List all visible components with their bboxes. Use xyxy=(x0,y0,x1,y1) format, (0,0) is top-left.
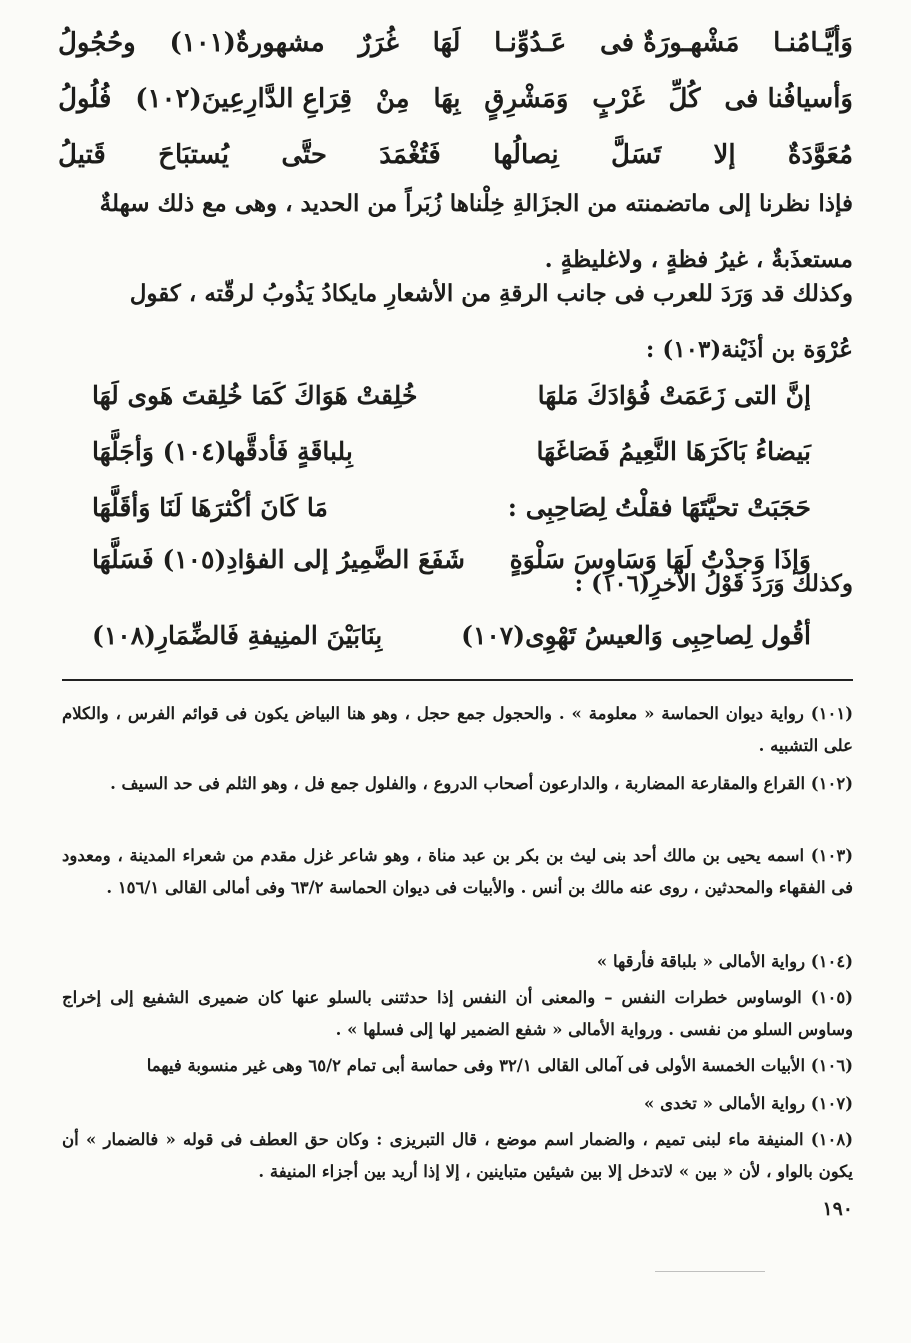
footnote: (١٠٦) الأبيات الخمسة الأولى فى آمالى القالى ٣٢/١ وفى حماسة أبى تمام ٦٥/٢ وهى غير منسوبة فيهما xyxy=(146,1056,853,1075)
page-number: ١٩٠ xyxy=(822,1198,853,1220)
poem-word: حتَّى xyxy=(281,140,327,170)
verse xyxy=(92,464,811,522)
poem-word: فَتُغْمَدَ xyxy=(379,140,441,170)
poem-word: لَهَا xyxy=(432,28,461,58)
verse-second-half: بِنَابَيْنَ المنِيفةِ فَالضِّمَارِ(١٠٨) xyxy=(92,621,383,650)
poem-word: قِرَاعِ الدَّارِعِينَ(١٠٢) xyxy=(135,84,353,114)
verse xyxy=(92,592,811,650)
paragraph-line: وكذلك وَرَدَ قَوْلُ الآخرِ(١٠٦) : xyxy=(574,570,853,597)
footnote: (١٠٥) الوساوس خطرات النفس – والمعنى أن النفس إذا حدثتنى بالسلو عنها كان ضميرى الشفيع إلى إخراج وساوس السلو من نفسى . ورواية الأمالى « شفع الضمير لها إلى فسلها » . xyxy=(62,988,853,1039)
verse xyxy=(92,408,811,466)
footnote: (١٠٣) اسمه يحيى بن مالك أحد بنى ليث بن بكر بن عبد مناة ، وهو شاعر غزل مقدم من شعراء المدينة ، ومعدود فى الفقهاء والمحدثين ، روى عنه مالك بن أنس . والأبيات فى ديوان الحماسة ٦٣/٢ وفى أمالى القالى ١٥٦/١ . xyxy=(62,846,853,897)
verse-second-half: مَا كَانَ أكْثرَهَا لَنَا وَأقَلَّهَا xyxy=(92,493,328,522)
poem-word: مِنْ xyxy=(375,84,410,114)
verse-second-half: خُلِقتْ هَوَاكَ كَمَا خُلِقتَ هَوى لَهَا xyxy=(92,381,418,410)
verse-first-half: أقُول لِصاحِبِى وَالعيسُ تَهْوِى(١٠٧) xyxy=(461,621,811,650)
poem-word: غُرَرٌ xyxy=(358,28,399,58)
verse xyxy=(92,352,811,410)
footnote: (١٠٢) القراع والمقارعة المضاربة ، والدارعون أصحاب الدروع ، والفلول جمع فل ، وهو الثلم فى حد السيف . xyxy=(110,774,853,793)
poem-word: قَتيلُ xyxy=(58,140,106,170)
poem-word: مُعَوَّدَةٌ xyxy=(787,140,853,170)
footnote: (١٠٤) رواية الأمالى « بلباقة فأرقها » xyxy=(596,952,853,971)
footnote: (١٠٧) رواية الأمالى « تخدى » xyxy=(644,1094,853,1113)
poem-line xyxy=(58,0,853,58)
verse-first-half: حَجَبَتْ تحيَّتَهَا فقلْتُ لِصَاحِبِى : xyxy=(507,493,811,522)
footnote: (١٠١) رواية ديوان الحماسة « معلومة » . والحجول جمع حجل ، وهو هنا البياض يكون فى قوائم الفرس ، والكلام على التشبيه . xyxy=(62,704,853,755)
poem-word: تَسَلَّ xyxy=(611,140,662,170)
poem-word: مَشْهـورَةٌ فى xyxy=(599,28,740,58)
paragraph-line: وكذلك قد وَرَدَ للعرب فى جانب الرقةِ من الأشعارِ مايكادُ يَذُوبُ لرقّته ، كقول xyxy=(129,280,853,307)
poem-word: وَمَشْرِقٍ xyxy=(484,84,569,114)
footnote-divider xyxy=(62,679,853,681)
verse-first-half: بَيضاءُ بَاكَرَهَا النَّعِيمُ فَصَاغَهَا xyxy=(536,437,811,466)
poem-word: كُلِّ xyxy=(668,84,701,114)
paragraph-line: مستعذَبةٌ ، غيرُ فظةٍ ، ولاغليظةٍ . xyxy=(544,246,853,273)
verse-second-half: شَفَعَ الضَّمِيرُ إلى الفؤادِ(١٠٥) فَسَلَّهَا xyxy=(92,545,465,574)
poem-word: نِصالُها xyxy=(493,140,559,170)
footnote: (١٠٨) المنيفة ماء لبنى تميم ، والضمار اسم موضع ، قال التبريزى : وكان حق العطف فى قوله « فالضمار » أن يكون بالواو ، لأن « بين » لاتدخل إلا بين شيئين متباينين ، إلا إذا أريد بين أجزاء المنيفة . xyxy=(62,1130,853,1181)
poem-line xyxy=(58,112,853,170)
poem-word: وَأيَّـامُنـا xyxy=(773,28,853,58)
poem-word: بِهَا xyxy=(433,84,461,114)
poem-word: وحُجُولُ xyxy=(58,28,136,58)
paragraph-line: عُرْوَة بن أذَيْنة(١٠٣) : xyxy=(645,336,853,363)
paragraph-line: فإذا نظرنا إلى ماتضمنته من الجزَالةِ خِلْناها زُبَراً من الحديد ، وهى مع ذلك سهلةٌ xyxy=(99,190,853,217)
poem-word: عَـدُوِّنـا xyxy=(494,28,567,58)
poem-word: إلا xyxy=(713,140,736,170)
poem-word: غَرْبٍ xyxy=(592,84,645,114)
poem-word: مشهورةٌ(١٠١) xyxy=(169,28,325,58)
poem-word: يُستبَاحَ xyxy=(158,140,229,170)
verse-second-half: بِلباقَةٍ فَأدقَّها(١٠٤) وَأجَلَّهَا xyxy=(92,437,353,466)
scan-artifact xyxy=(655,1271,765,1272)
poem-word: وَأسيافُنا فى xyxy=(724,84,853,114)
verse-first-half: إنَّ التى زَعَمَتْ فُؤادَكَ مَلهَا xyxy=(537,381,811,410)
verse-first-half: وَإذَا وَجدْتُ لَهَا وَسَاوِسَ سَلْوَةٍ xyxy=(509,545,811,574)
poem-line xyxy=(58,56,853,114)
poem-word: فُلُولُ xyxy=(58,84,112,114)
